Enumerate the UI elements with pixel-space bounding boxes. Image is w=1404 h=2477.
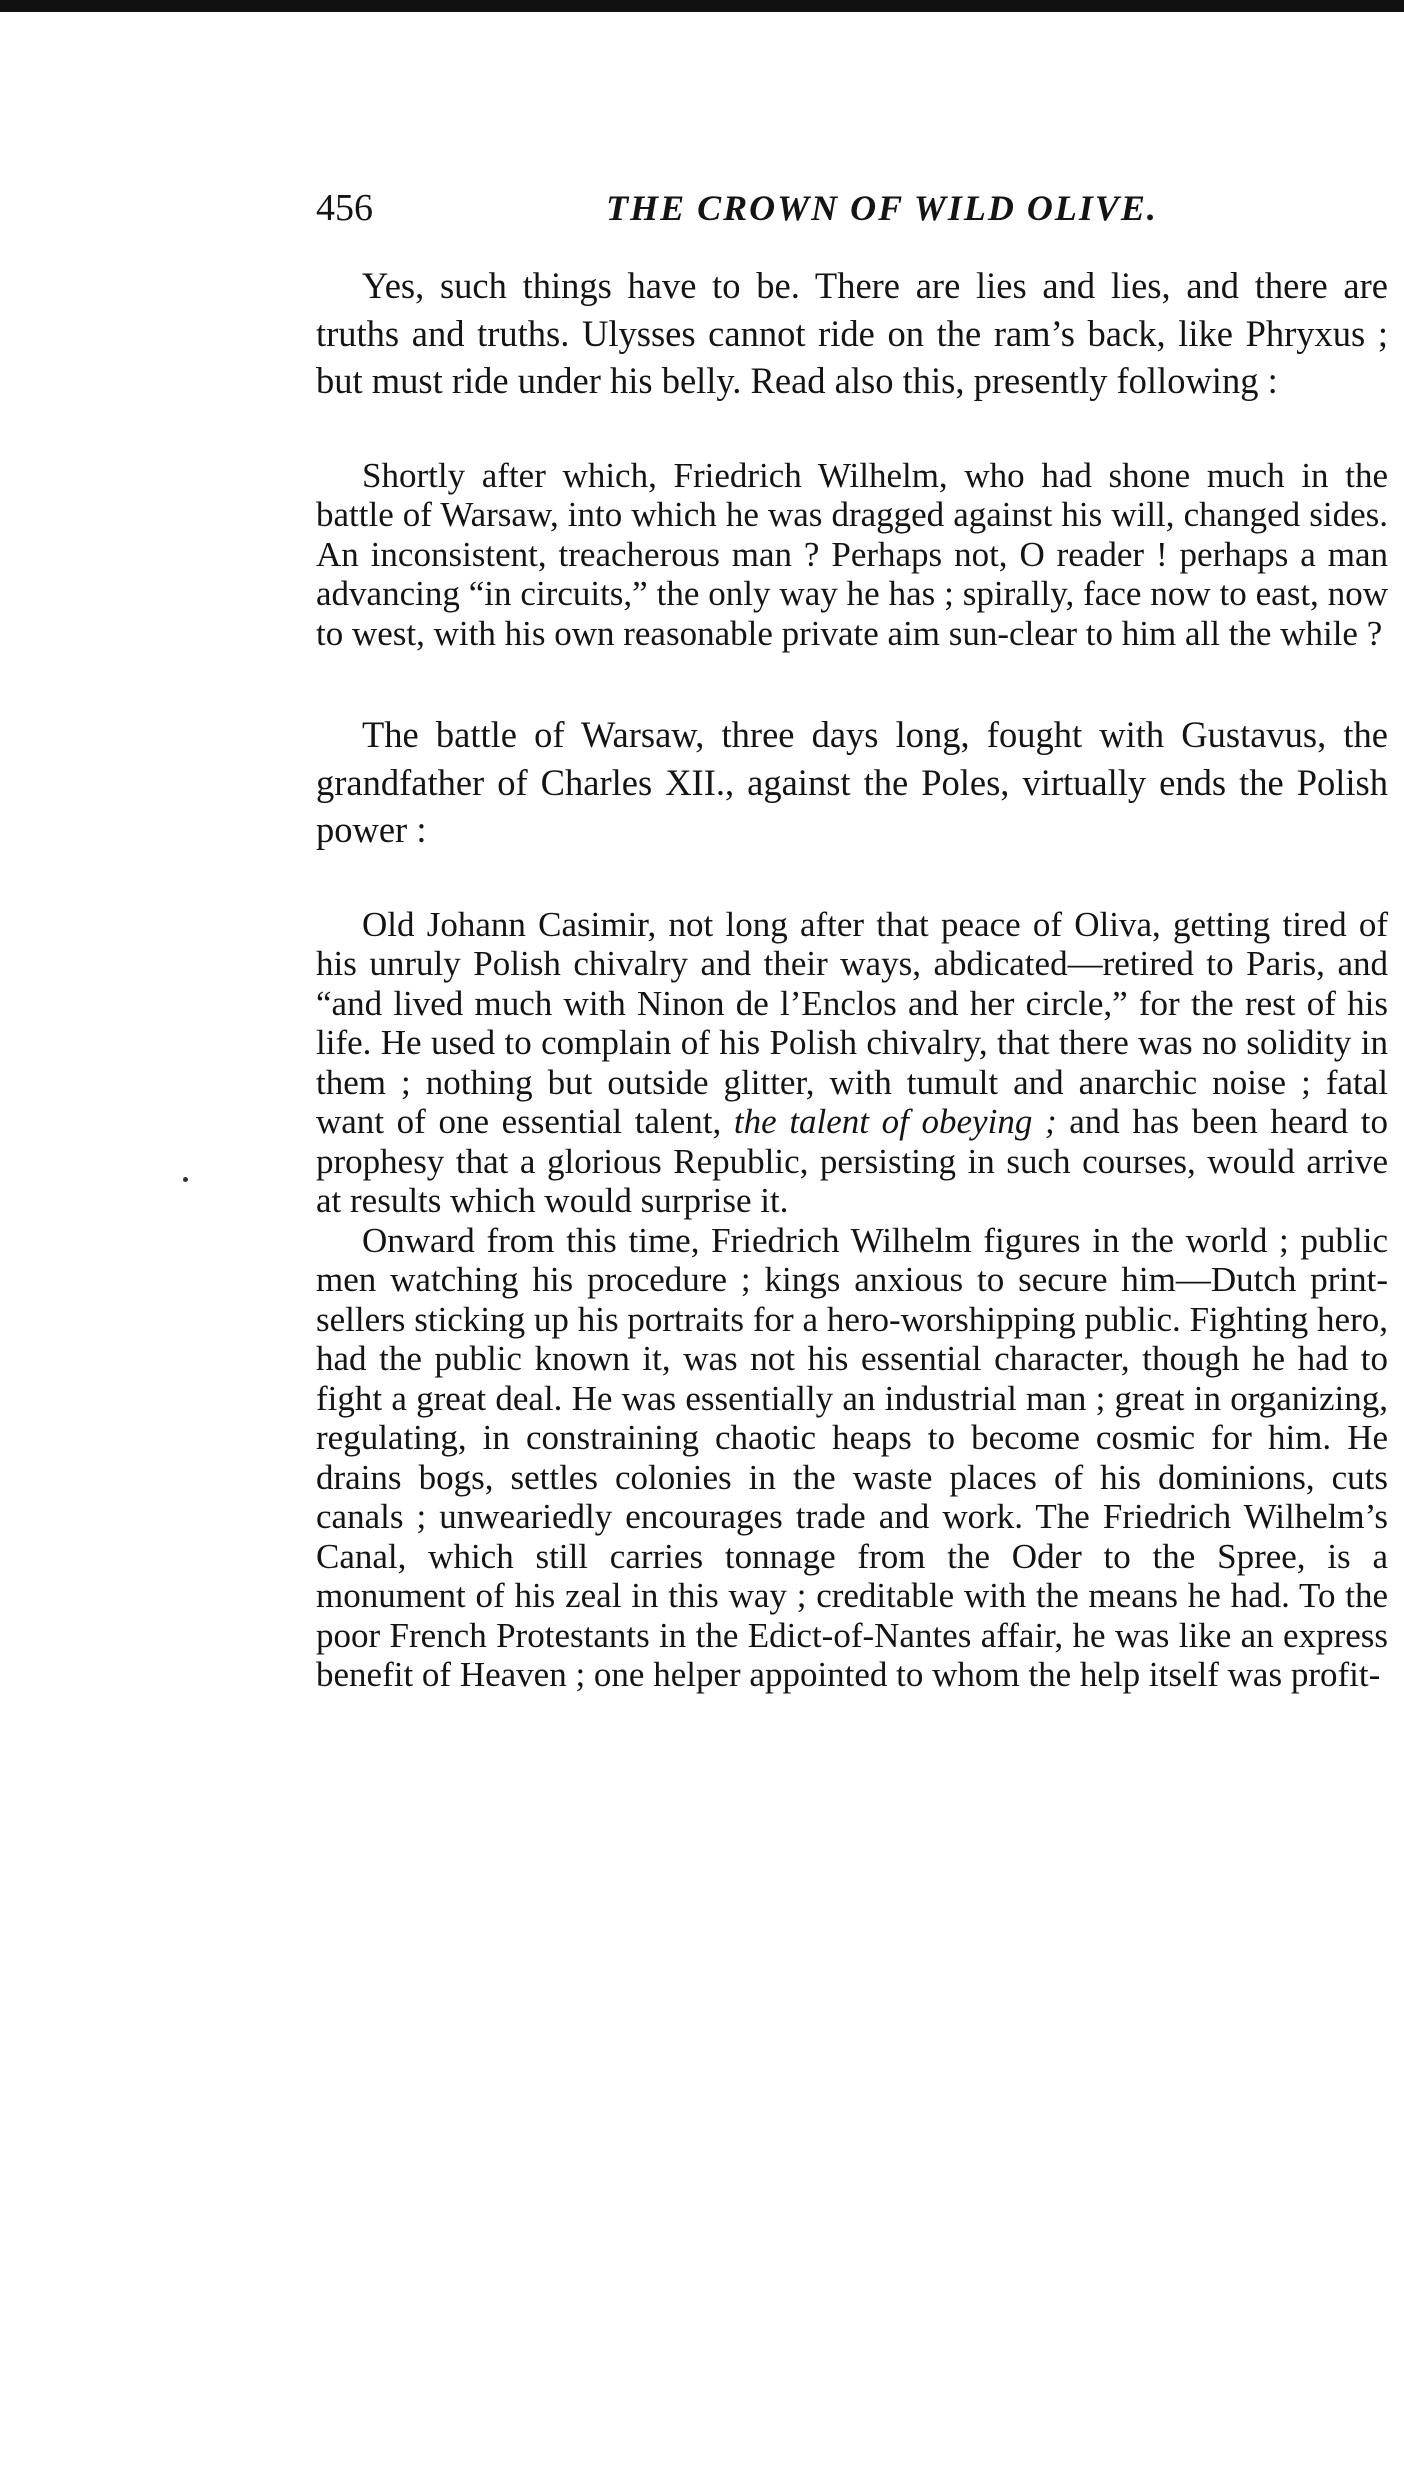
quoted-paragraph-3: Onward from this time, Friedrich Wilhelm figures in the world ; public men watching his procedure ; kings anxious to secure him—Dutch print-sellers sticking up his portraits for a hero-worshipping public. Fighting hero, had the public known it, was not his essential character, though he had to fight a great deal. He was essentially an industrial man ; great in organizing, regulating, in constraining chaotic heaps to become cosmic for him. He drains bogs, settles colonies in the waste places of his dominions, cuts canals ; unweariedly encourages trade and work. The Friedrich Wilhelm’s Canal, which still carries tonnage from the Oder to the Spree, is a monument of his zeal in this way ; creditable with the means he had. To the poor French Protestants in the Edict-of-Nantes affair, he was like an express benefit of Heaven ; one helper appointed to whom the help itself was profit- [316,1220,1388,1694]
top-edge-rule [0,0,1404,12]
quoted-paragraph-2 [316,905,1388,1221]
quote-text-end: and has been heard to prophesy that a glorious Republic, persisting in such courses, would arrive at results which would surprise it. [316,1102,1388,1220]
margin-speck [183,1177,188,1182]
quoted-paragraph-1: Shortly after which, Friedrich Wilhelm, who had shone much in the battle of Warsaw, into which he was dragged against his will, changed sides. An inconsistent, treacherous man ? Perhaps not, O reader ! perhaps a man advancing “in circuits,” the only way he has ; spirally, face now to east, now to west, with his own reasonable private aim sun-clear to him all the while ? [316,455,1388,653]
paragraph-1: Yes, such things have to be. There are lies and lies, and there are truths and truths. Ulysses cannot ride on the ram’s back, like Phryxus ; but must ride under his belly. Read also this, presently following : [316,265,1388,401]
book-page [316,180,1388,1695]
quote-text-start: Old Johann Casimir, not long after that peace of Oliva, getting tired of his unruly Polish chivalry and their ways, abdicated—retired to Paris, and “and lived much with Ninon de l’Enclos and her circle,” for the rest of his life. He used to complain of his Polish chivalry, that there was no solidity in them ; nothing but outside glitter, with tumult and anarchic noise ; fatal want of one essential talent, [316,904,1388,1141]
running-head [316,180,1388,236]
paragraph-2: The battle of Warsaw, three days long, fought with Gustavus, the grandfather of Charles XII., against the Poles, virtually ends the Polish power : [316,714,1388,850]
running-title: THE CROWN OF WILD OLIVE. [606,188,1158,228]
quote-italic-phrase: the talent of obeying ; [733,1102,1057,1141]
page-number: 456 [316,187,373,229]
